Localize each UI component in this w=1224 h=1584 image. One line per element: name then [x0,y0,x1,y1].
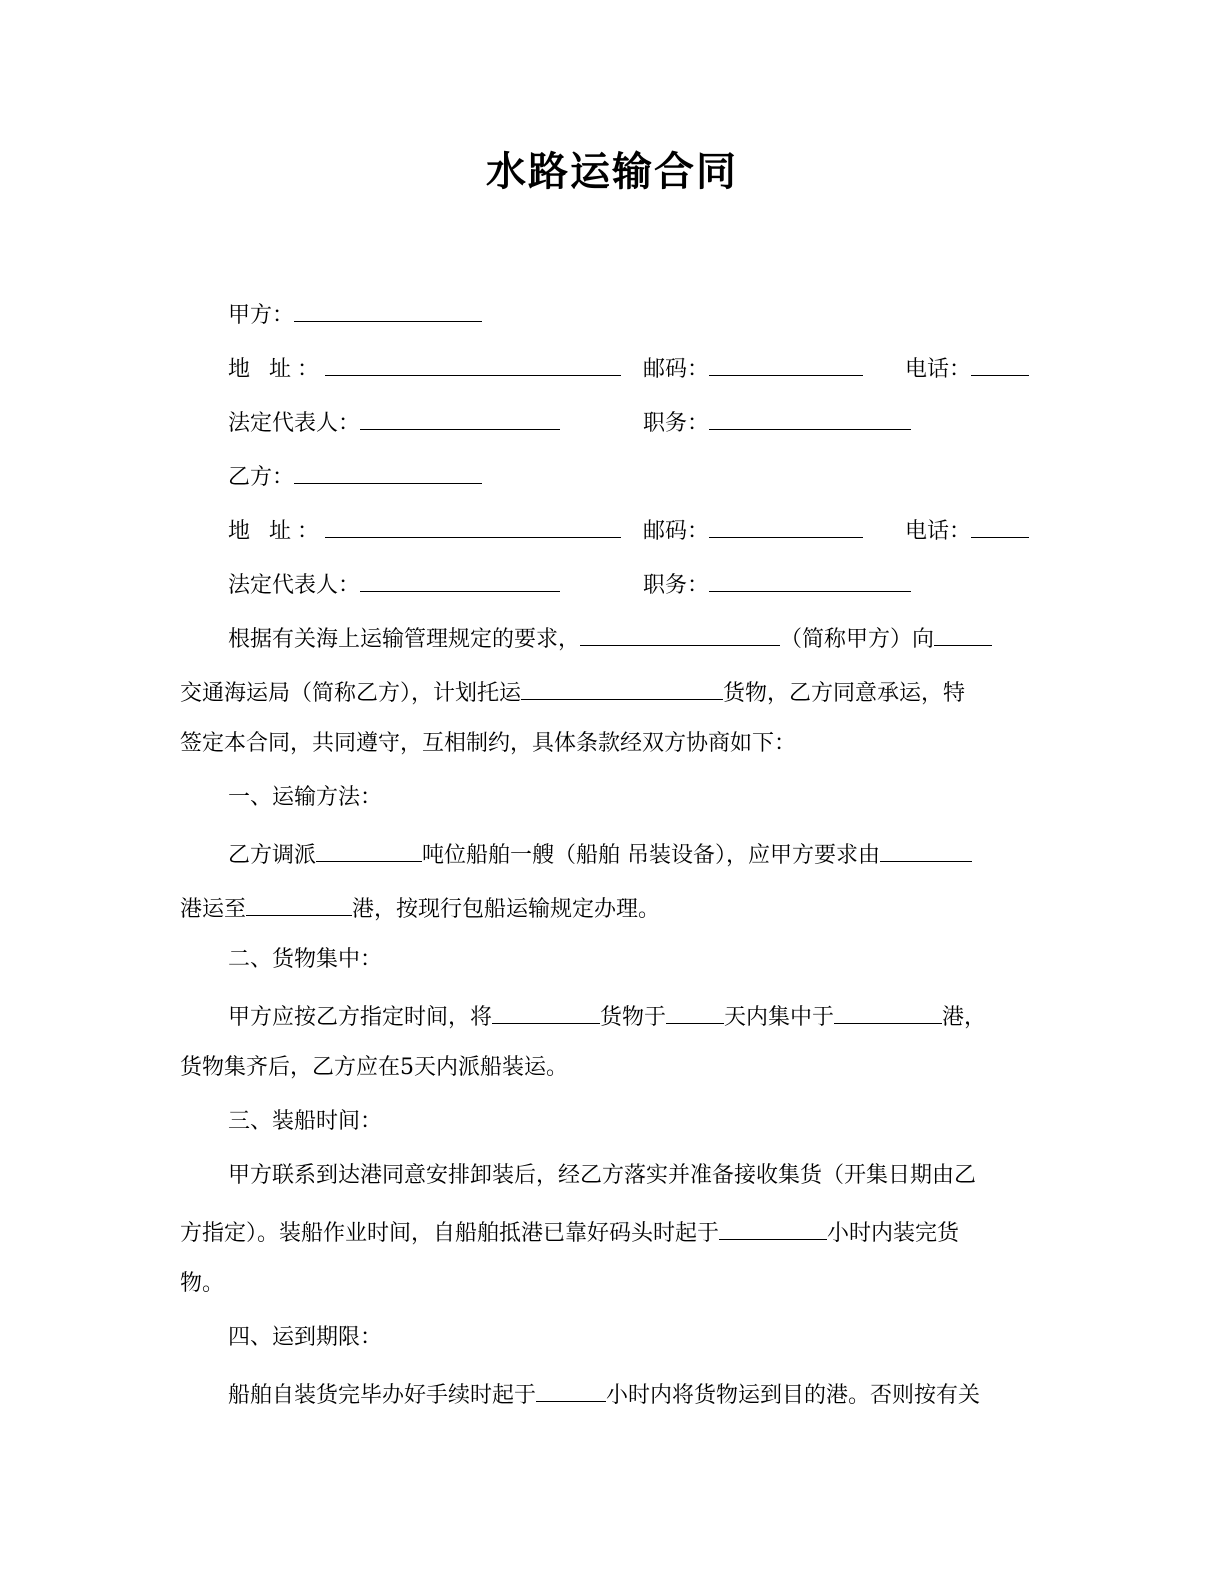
section-4-line-1 [228,1377,980,1411]
party-a-legal-rep-blank[interactable] [360,405,560,430]
section-text: 天内集中于 [724,1005,835,1030]
section-2-line-2: 货物集齐后，乙方应在5天内派船装运。 [180,1055,568,1080]
destination-port-blank[interactable] [246,891,352,916]
party-a-position-label: 职务： [643,411,710,436]
section-2-heading: 二、货物集中： [228,947,383,972]
preamble-line-3 [180,729,796,759]
collection-port-blank[interactable] [834,999,942,1024]
cargo-blank[interactable] [521,675,723,700]
party-b-legal-rep-label: 法定代表人： [228,573,361,598]
party-b-phone-label: 电话： [905,519,972,544]
party-a-line [228,297,482,331]
preamble-line-1 [228,621,992,655]
preamble-text: 签定本合同，共同遵守，互相制约，具体条款经双方协商如下： [180,731,797,756]
preamble-text: 交通海运局（简称乙方），计划托运 [180,681,522,706]
party-a-position-line [643,405,911,439]
party-b-phone-line [905,513,1029,547]
party-b-phone-blank[interactable] [971,513,1029,538]
section-text: 方指定）。装船作业时间，自船舶抵港已靠好码头时起于 [180,1221,720,1246]
party-b-label: 乙方： [228,465,295,490]
preamble-text: 货物，乙方同意承运，特 [723,681,966,706]
party-a-phone-blank[interactable] [971,351,1029,376]
party-b-postcode-blank[interactable] [709,513,863,538]
party-a-phone-label: 电话： [905,357,972,382]
party-b-line [228,459,482,493]
days-blank[interactable] [666,999,724,1024]
party-b-position-line [643,567,911,601]
transit-hours-blank[interactable] [536,1377,606,1402]
section-2-line-1 [228,999,986,1033]
section-4-heading: 四、运到期限： [228,1325,383,1350]
party-b-name-blank[interactable] [294,459,482,484]
section-3-line-3: 物。 [180,1271,225,1296]
party-a-postcode-blank[interactable] [709,351,863,376]
party-a-address-label: 地 址： [228,357,325,382]
origin-port-blank[interactable] [880,837,972,862]
section-text: 港运至 [180,897,247,922]
party-b-position-label: 职务： [643,573,710,598]
section-text: 港，按现行包船运输规定办理。 [352,897,661,922]
shipper-name-blank[interactable] [580,621,780,646]
party-b-address-blank[interactable] [325,513,621,538]
preamble-line-2 [180,675,965,709]
party-a-postcode-label: 邮码： [643,357,710,382]
section-text: 货物于 [600,1005,667,1030]
party-a-label: 甲方： [228,303,295,328]
tonnage-blank[interactable] [316,837,422,862]
carrier-name-blank[interactable] [934,621,992,646]
document-title: 水路运输合同 [486,149,738,195]
party-a-legal-rep-line [228,405,560,439]
preamble-text: （简称甲方）向 [780,627,935,652]
goods-blank[interactable] [492,999,600,1024]
loading-hours-blank[interactable] [719,1215,827,1240]
section-1-line-2 [180,891,660,925]
section-1-heading: 一、运输方法： [228,785,383,810]
section-text: 小时内将货物运到目的港。否则按有关 [606,1383,981,1408]
party-a-address-blank[interactable] [325,351,621,376]
party-b-legal-rep-blank[interactable] [360,567,560,592]
section-1-line-1 [228,837,972,871]
party-b-legal-rep-line [228,567,560,601]
section-3-line-1: 甲方联系到达港同意安排卸装后，经乙方落实并准备接收集货（开集日期由乙 [228,1163,977,1188]
party-b-postcode-label: 邮码： [643,519,710,544]
section-text: 乙方调派 [228,843,317,868]
section-text: 港， [942,1005,987,1030]
party-b-address-label: 地 址： [228,519,325,544]
party-a-address-line [228,351,621,385]
party-a-phone-line [905,351,1029,385]
preamble-text: 根据有关海上运输管理规定的要求， [228,627,581,652]
party-a-position-blank[interactable] [709,405,911,430]
party-b-position-blank[interactable] [709,567,911,592]
section-3-line-2 [180,1215,959,1249]
party-a-postcode-line [643,351,863,385]
section-text: 甲方应按乙方指定时间，将 [228,1005,493,1030]
section-text: 吨位船舶一艘（船舶 吊装设备），应甲方要求由 [422,843,881,868]
party-a-legal-rep-label: 法定代表人： [228,411,361,436]
section-text: 船舶自装货完毕办好手续时起于 [228,1383,537,1408]
party-b-address-line [228,513,621,547]
section-3-heading: 三、装船时间： [228,1109,383,1134]
party-b-postcode-line [643,513,863,547]
party-a-name-blank[interactable] [294,297,482,322]
section-text: 小时内装完货 [827,1221,960,1246]
